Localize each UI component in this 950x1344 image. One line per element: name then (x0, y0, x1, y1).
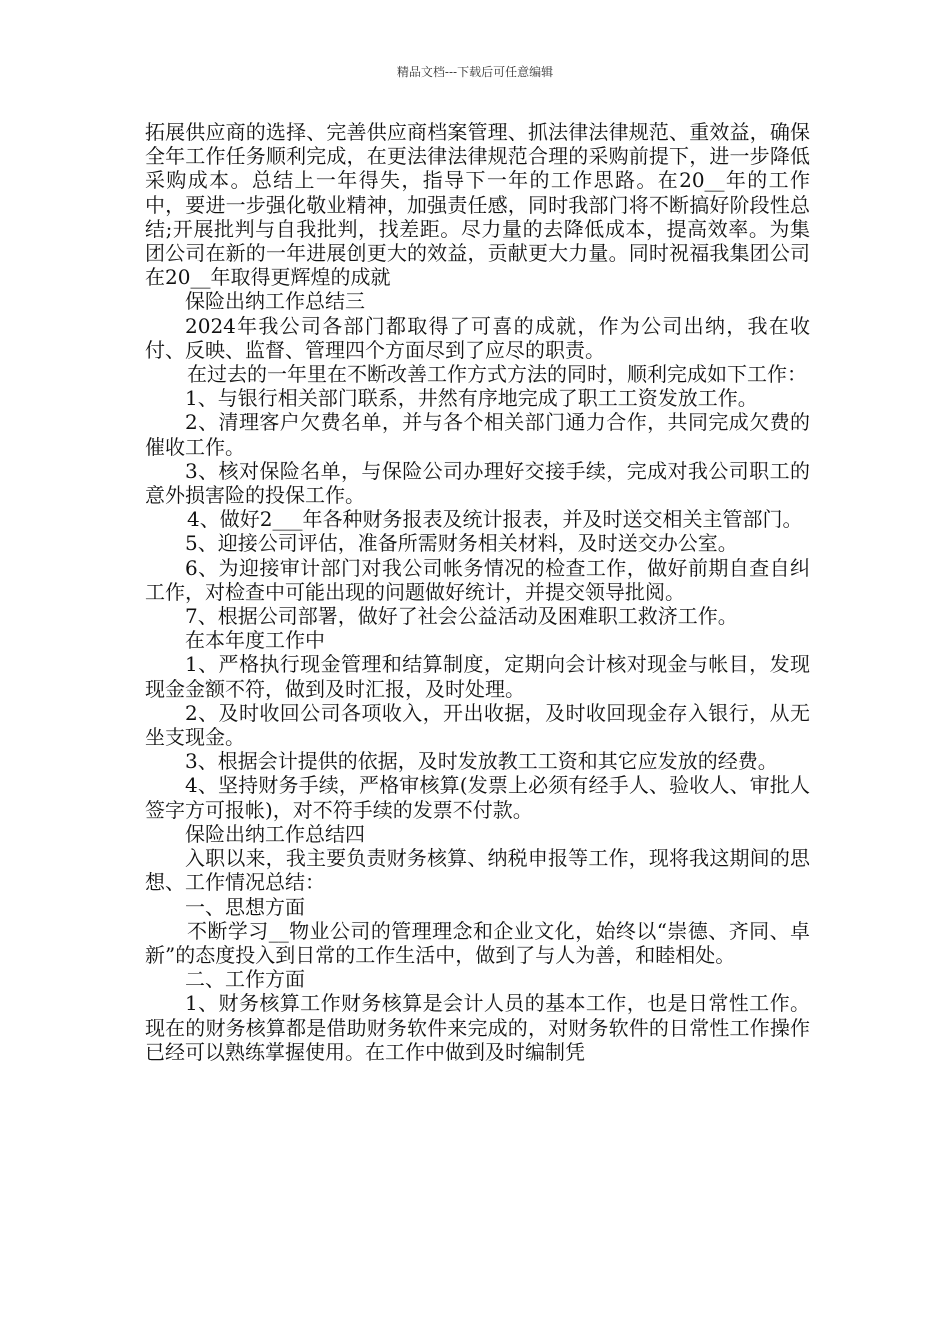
list-item: 2、清理客户欠费名单，并与各个相关部门通力合作，共同完成欠费的催收工作。 (145, 410, 810, 459)
section-heading: 一、思想方面 (185, 894, 305, 919)
section-heading: 在本年度工作中 (185, 628, 325, 653)
paragraph: 不断学习__物业公司的管理理念和企业文化，始终以“崇德、齐同、卓新”的态度投入到日常的工作生活中，做到了与人为善，和睦相处。 (145, 918, 810, 967)
list-item: 5、迎接公司评估，准备所需财务相关材料，及时送交办公室。 (185, 531, 738, 556)
section-heading: 保险出纳工作总结四 (185, 821, 365, 846)
list-item: 1、严格执行现金管理和结算制度，定期向会计核对现金与帐目，发现现金金额不符，做到及时汇报，及时处理。 (145, 652, 810, 701)
list-item: 7、根据公司部署，做好了社会公益活动及困难职工救济工作。 (185, 604, 738, 629)
list-item: 1、与银行相关部门联系，井然有序地完成了职工工资发放工作。 (185, 386, 758, 411)
list-item: 2、及时收回公司各项收入，开出收据，及时收回现金存入银行，从无坐支现金。 (145, 700, 810, 750)
list-item: 4、坚持财务手续，严格审核算(发票上必须有经手人、验收人、审批人签字方可报帐)，对不符手续的发票不付款。 (145, 773, 810, 822)
paragraph: 入职以来，我主要负责财务核算、纳税申报等工作，现将我这期间的思想、工作情况总结： (145, 846, 810, 895)
document-body (145, 120, 810, 1064)
paragraph: 在过去的一年里在不断改善工作方式方法的同时，顺利完成如下工作： (187, 362, 807, 387)
list-item: 3、核对保险名单，与保险公司办理好交接手续，完成对我公司职工的意外损害险的投保工作。 (145, 458, 810, 508)
paragraph: 拓展供应商的选择、完善供应商档案管理、抓法律法律规范、重效益，确保全年工作任务顺利完成，在更法律法律规范合理的采购前提下，进一步降低采购成本。总结上一年得失，指导下一年的工作思路。在20__年的工作中，要进一步强化敬业精神，加强责任感，同时我部门将不断搞好阶段性总结;开展批判与自我批判，找差距。尽力量的去降低成本，提高效率。为集团公司在新的一年进展创更大的效益，贡献更大力量。同时祝福我集团公司在20__年取得更辉煌的成就 (145, 120, 810, 290)
list-item: 4、做好2___年各种财务报表及统计报表，并及时送交相关主管部门。 (187, 507, 803, 532)
list-item: 6、为迎接审计部门对我公司帐务情况的检查工作，做好前期自查自纠工作，对检查中可能出现的问题做好统计，并提交领导批阅。 (145, 555, 810, 604)
paragraph: 1、财务核算工作财务核算是会计人员的基本工作，也是日常性工作。现在的财务核算都是借助财务软件来完成的，对财务软件的日常性工作操作已经可以熟练掌握使用。在工作中做到及时编制凭 (145, 991, 810, 1064)
list-item: 3、根据会计提供的依据，及时发放教工工资和其它应发放的经费。 (185, 749, 778, 774)
section-heading: 二、工作方面 (185, 967, 305, 992)
section-heading: 保险出纳工作总结三 (185, 289, 365, 314)
paragraph: 2024年我公司各部门都取得了可喜的成就，作为公司出纳，我在收付、反映、监督、管理四个方面尽到了应尽的职责。 (145, 313, 810, 362)
page-header: 精品文档---下载后可任意编辑 (396, 65, 554, 79)
